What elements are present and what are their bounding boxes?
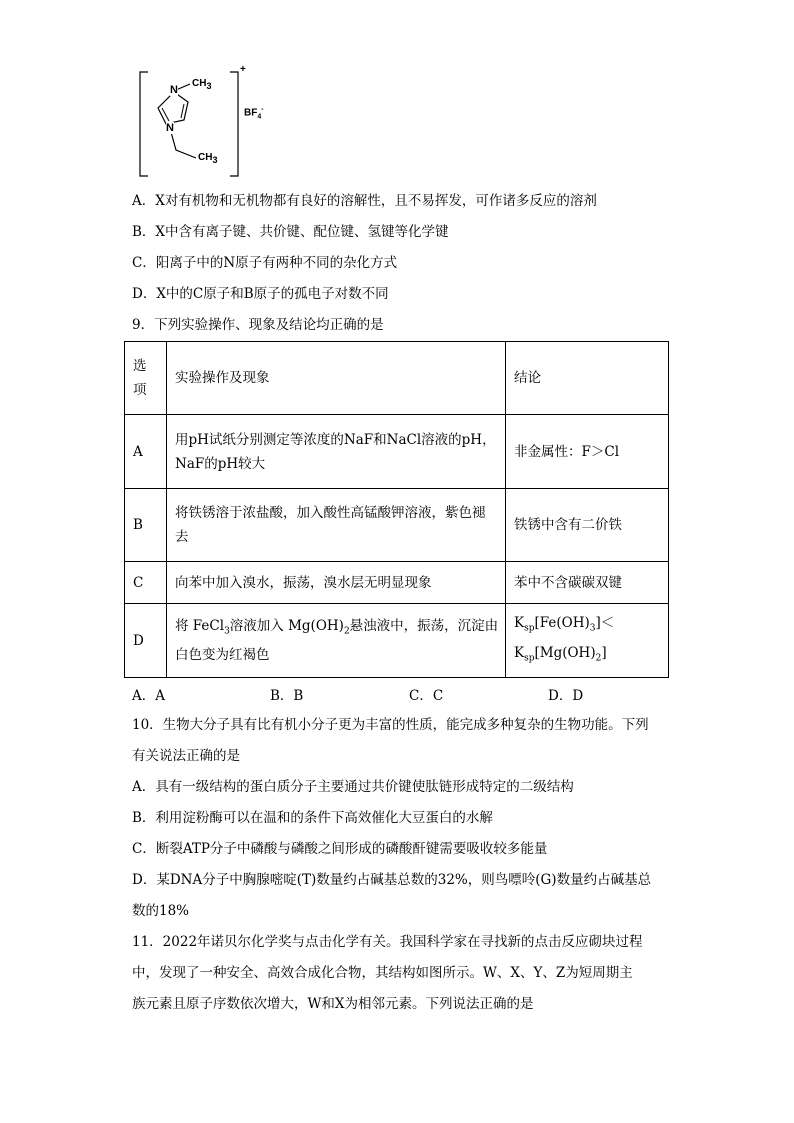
- row-d-operation: [167, 604, 506, 678]
- q9-choice-d: D．D: [548, 688, 584, 704]
- row-c-conclusion: 苯中不含碳碳双键: [506, 562, 669, 604]
- row-a-op-line2: NaF的pH较大: [175, 455, 266, 472]
- ksp-sub-2: sp: [524, 653, 535, 664]
- ethyl-subscript: 3: [212, 155, 218, 165]
- row-b-operation: [167, 489, 506, 562]
- row-a-operation: [167, 415, 506, 489]
- row-d-conc-line2: [514, 641, 668, 671]
- methyl-subscript: 3: [206, 81, 212, 91]
- row-d-op-sub1: 3: [224, 626, 230, 637]
- row-d-conclusion: [506, 604, 669, 678]
- q8-option-d: D．X中的C原子和B原子的孤电子对数不同: [132, 286, 389, 302]
- row-d-op-post: 悬浊液中，振荡，沉淀由: [349, 617, 499, 634]
- q10-option-a: A．具有一级结构的蛋白质分子主要通过共价键使肽链形成特定的二级结构: [132, 779, 574, 795]
- anion-subscript: 4: [257, 113, 262, 121]
- table-row: [125, 562, 669, 604]
- q10-option-b: B．利用淀粉酶可以在温和的条件下高效催化大豆蛋白的水解: [132, 810, 493, 826]
- header-option-line2: 项: [133, 382, 147, 398]
- ethyl-text: CH: [198, 152, 213, 163]
- row-d-op-sub2: 2: [343, 626, 350, 637]
- ksp-formula-sub-1: 3: [589, 623, 596, 634]
- q11-line1: 11．2022年诺贝尔化学奖与点击化学有关。我国科学家在寻找新的点击反应砌块过程: [132, 934, 643, 950]
- table-row: [125, 604, 669, 678]
- row-d-op-pre: 将 FeCl: [175, 617, 225, 634]
- q9-choice-b: B．B: [270, 688, 304, 704]
- row-b-option: B: [125, 489, 167, 562]
- table-row: [125, 489, 669, 562]
- row-d-option: D: [125, 604, 167, 678]
- n-atom-top: N: [170, 84, 178, 96]
- table-row: [125, 415, 669, 489]
- q10-option-d: D．某DNA分子中胸腺嘧啶(T)数量约占碱基总数的32%，则鸟嘌呤(G)数量约占碱基总: [132, 872, 652, 888]
- ksp-close-1: ]＜: [595, 614, 615, 631]
- q8-option-c: C．阳离子中的N原子有两种不同的杂化方式: [132, 255, 398, 271]
- q10-stem-line1: 10．生物大分子具有比有机小分子更为丰富的性质，能完成多种复杂的生物功能。下列: [132, 717, 649, 733]
- row-a-op-line1: 用pH试纸分别测定等浓度的NaF和NaCl溶液的pH，: [175, 431, 496, 448]
- row-a-option: A: [125, 415, 167, 489]
- anion-label: [244, 106, 264, 120]
- ksp-sub-1: sp: [524, 623, 535, 634]
- header-option-cell: [125, 342, 167, 415]
- ethyl-label: [198, 152, 217, 165]
- header-operation-cell: 实验操作及现象: [167, 342, 506, 415]
- n-atom-bottom: N: [166, 122, 174, 134]
- row-d-op-mid: 溶液加入 Mg(OH): [229, 617, 344, 634]
- q10-stem-line2: 有关说法正确的是: [132, 748, 240, 764]
- row-d-conc-line1: [514, 611, 668, 641]
- header-option-line1: 选: [133, 358, 147, 374]
- ksp-close-2: ]: [601, 644, 607, 661]
- methyl-text: CH: [192, 78, 207, 89]
- q10-option-d-line2: 数的18%: [132, 903, 190, 919]
- row-b-op-line2: 去: [175, 529, 189, 545]
- q9-choice-c: C．C: [409, 688, 444, 704]
- anion-text: BF: [244, 107, 258, 119]
- q9-stem: 9．下列实验操作、现象及结论均正确的是: [132, 317, 384, 333]
- ksp-formula-2: [Mg(OH): [534, 644, 596, 661]
- q9-choice-a: A．A: [132, 688, 165, 704]
- ksp-formula-sub-2: 2: [595, 653, 602, 664]
- q8-option-b: B．X中含有离子键、共价键、配位键、氢键等化学键: [132, 224, 449, 240]
- table-header-row: [125, 342, 669, 415]
- q11-line3: 族元素且原子序数依次增大，W和X为相邻元素。下列说法正确的是: [132, 996, 534, 1012]
- ksp-k-2: K: [514, 644, 525, 661]
- row-c-option: C: [125, 562, 167, 604]
- row-b-op-line1: 将铁锈溶于浓盐酸，加入酸性高锰酸钾溶液，紫色褪: [175, 505, 486, 521]
- row-c-operation: 向苯中加入溴水，振荡，溴水层无明显现象: [167, 562, 506, 604]
- row-b-conclusion: 铁锈中含有二价铁: [506, 489, 669, 562]
- ksp-formula-1: [Fe(OH): [534, 614, 590, 631]
- q10-option-c: C．断裂ATP分子中磷酸与磷酸之间形成的磷酸酐键需要吸收较多能量: [132, 841, 548, 857]
- header-conclusion-cell: 结论: [506, 342, 669, 415]
- cation-charge: +: [240, 64, 246, 75]
- q8-option-a: A．X对有机物和无机物都有良好的溶解性，且不易挥发，可作诸多反应的溶剂: [132, 193, 597, 209]
- ionic-liquid-structure: [138, 64, 273, 178]
- row-d-op-line1: [175, 614, 505, 644]
- row-d-op-line2: 白色变为红褐色: [175, 647, 270, 664]
- anion-superscript: -: [261, 106, 264, 113]
- q11-line2: 中，发现了一种安全、高效合成化合物，其结构如图所示。W、X、Y、Z为短周期主: [132, 965, 633, 981]
- ksp-k-1: K: [514, 614, 525, 631]
- row-a-conclusion: 非金属性：F＞Cl: [506, 415, 669, 489]
- q9-table: [124, 341, 669, 678]
- methyl-label: [192, 78, 211, 91]
